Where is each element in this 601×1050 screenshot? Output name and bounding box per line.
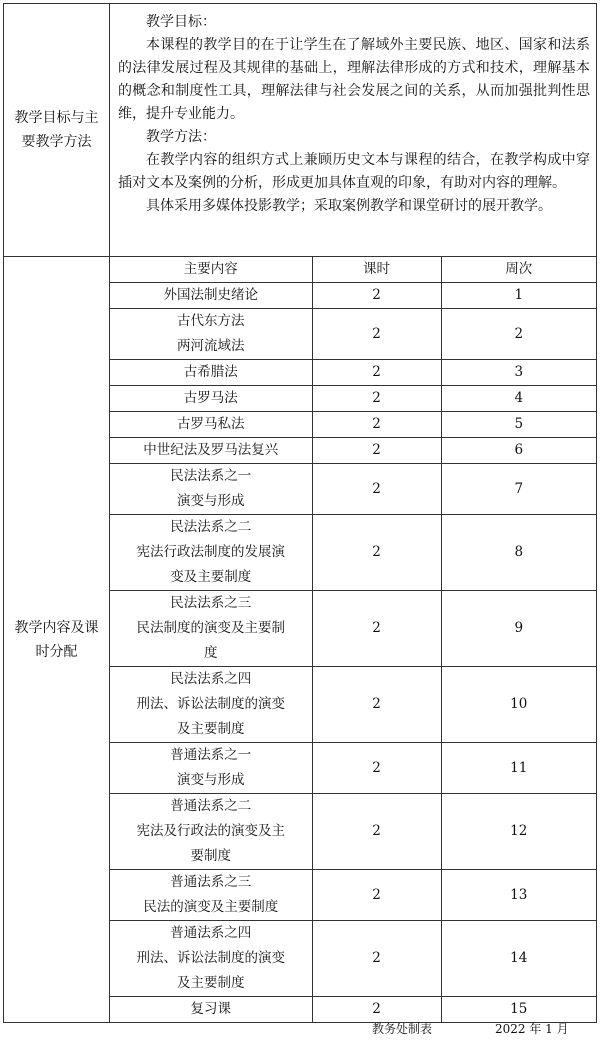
row-content-line: 复习课 [190,1001,231,1017]
row-content-line: 民法制度的演变及主要制 [136,620,285,636]
row-hours: 2 [312,591,441,667]
row-content [110,386,312,412]
row-content-line: 外国法制史绪论 [163,287,258,303]
row-content-line: 普通法系之三 [170,874,252,890]
schedule-header-row [110,257,596,283]
schedule-row-4 [110,386,596,412]
schedule-row-13 [110,870,596,921]
row-week: 5 [441,412,596,438]
header-hours: 课时 [312,257,441,283]
row-content [110,667,312,743]
schedule-table [110,257,596,1022]
syllabus-table [3,3,597,1023]
row-content-line: 民法的演变及主要制度 [143,899,279,915]
schedule-cell [110,257,597,1023]
row-week: 15 [441,997,596,1023]
schedule-row-15 [110,997,596,1023]
row-week: 9 [441,591,596,667]
schedule-row-9 [110,591,596,667]
row-week: 1 [441,283,596,309]
row-hours: 2 [312,515,441,591]
row-content-line: 演变与形成 [177,493,245,509]
row-content-line: 变及主要制度 [170,569,252,585]
row-content-line: 演变与形成 [177,772,245,788]
row-content [110,438,312,464]
row-hours: 2 [312,360,441,386]
schedule-row-5 [110,412,596,438]
row-content [110,412,312,438]
row-week: 10 [441,667,596,743]
row-hours: 2 [312,743,441,794]
schedule-section-label: 教学内容及课时分配 [4,257,110,1023]
row-content-line: 古罗马法 [183,390,238,406]
row-content-line: 宪法及行政法的演变及主 [136,823,285,839]
schedule-row [4,257,597,1023]
schedule-row-8 [110,515,596,591]
goals-heading: 教学目标： [146,14,216,30]
row-week: 13 [441,870,596,921]
row-content-line: 普通法系之四 [170,925,252,941]
row-hours: 2 [312,921,441,997]
schedule-row-12 [110,794,596,870]
row-week: 7 [441,464,596,515]
row-week: 12 [441,794,596,870]
schedule-row-2 [110,309,596,360]
row-hours: 2 [312,386,441,412]
row-content-line: 民法法系之一 [170,468,252,484]
schedule-row-7 [110,464,596,515]
schedule-row-1 [110,283,596,309]
methods-paragraph: 在教学内容的组织方式上兼顾历史文本与课程的结合，在教学构成中穿插对文本及案例的分析，形成更加具体直观的印象，有助对内容的理解。 [118,152,590,191]
row-content-line: 民法法系之三 [170,595,252,611]
row-content-line: 普通法系之二 [170,798,252,814]
row-content-line: 两河流域法 [177,338,245,354]
schedule-row-10 [110,667,596,743]
row-content-line: 及主要制度 [177,975,245,991]
row-content-line: 普通法系之一 [170,747,252,763]
row-week: 11 [441,743,596,794]
row-hours: 2 [312,283,441,309]
row-content [110,309,312,360]
row-content-line: 及主要制度 [177,721,245,737]
goals-row [4,4,597,257]
row-content [110,794,312,870]
row-content [110,921,312,997]
row-content-line: 古罗马私法 [177,416,245,432]
row-content [110,464,312,515]
row-week: 4 [441,386,596,412]
schedule-table-body [110,257,596,1022]
row-content-line: 古代东方法 [177,313,245,329]
row-content [110,360,312,386]
methods-paragraph: 具体采用多媒体投影教学；采取案例教学和课堂研讨的展开教学。 [146,198,552,214]
row-content-line: 民法法系之二 [170,519,252,535]
row-content-line: 刑法、诉讼法制度的演变 [136,696,285,712]
schedule-row-11 [110,743,596,794]
footer-date: 2022 年 1 月 [495,1022,569,1036]
schedule-row-14 [110,921,596,997]
row-content-line: 中世纪法及罗马法复兴 [143,442,279,458]
row-hours: 2 [312,438,441,464]
row-hours: 2 [312,412,441,438]
footer [0,1020,601,1040]
row-hours: 2 [312,667,441,743]
row-hours: 2 [312,870,441,921]
row-week: 6 [441,438,596,464]
header-week: 周次 [441,257,596,283]
row-content-line: 刑法、诉讼法制度的演变 [136,950,285,966]
row-content [110,997,312,1023]
goals-text [110,4,597,257]
row-hours: 2 [312,464,441,515]
row-hours: 2 [312,309,441,360]
methods-heading: 教学方法： [146,129,216,145]
row-content-line: 宪法行政法制度的发展演 [136,544,285,560]
goals-section-label: 教学目标与主要教学方法 [4,4,110,257]
row-week: 2 [441,309,596,360]
schedule-row-3 [110,360,596,386]
row-week: 8 [441,515,596,591]
row-content [110,283,312,309]
row-content-line: 度 [204,645,218,661]
footer-maker: 教务处制表 [372,1022,433,1036]
row-content [110,515,312,591]
row-content [110,870,312,921]
row-content-line: 要制度 [190,848,231,864]
row-hours: 2 [312,997,441,1023]
row-content [110,591,312,667]
row-content-line: 民法法系之四 [170,671,252,687]
header-content: 主要内容 [110,257,312,283]
schedule-row-6 [110,438,596,464]
goals-paragraph: 本课程的教学目的在于让学生在了解域外主要民族、地区、国家和法系的法律发展过程及其规律的基础上，理解法律形成的方式和技术，理解基本的概念和制度性工具，理解法律与社会发展之间的关系，从而加强批判性思维，提升专业能力。 [118,37,590,122]
row-week: 3 [441,360,596,386]
row-hours: 2 [312,794,441,870]
row-content-line: 古希腊法 [183,364,238,380]
row-week: 14 [441,921,596,997]
row-content [110,743,312,794]
